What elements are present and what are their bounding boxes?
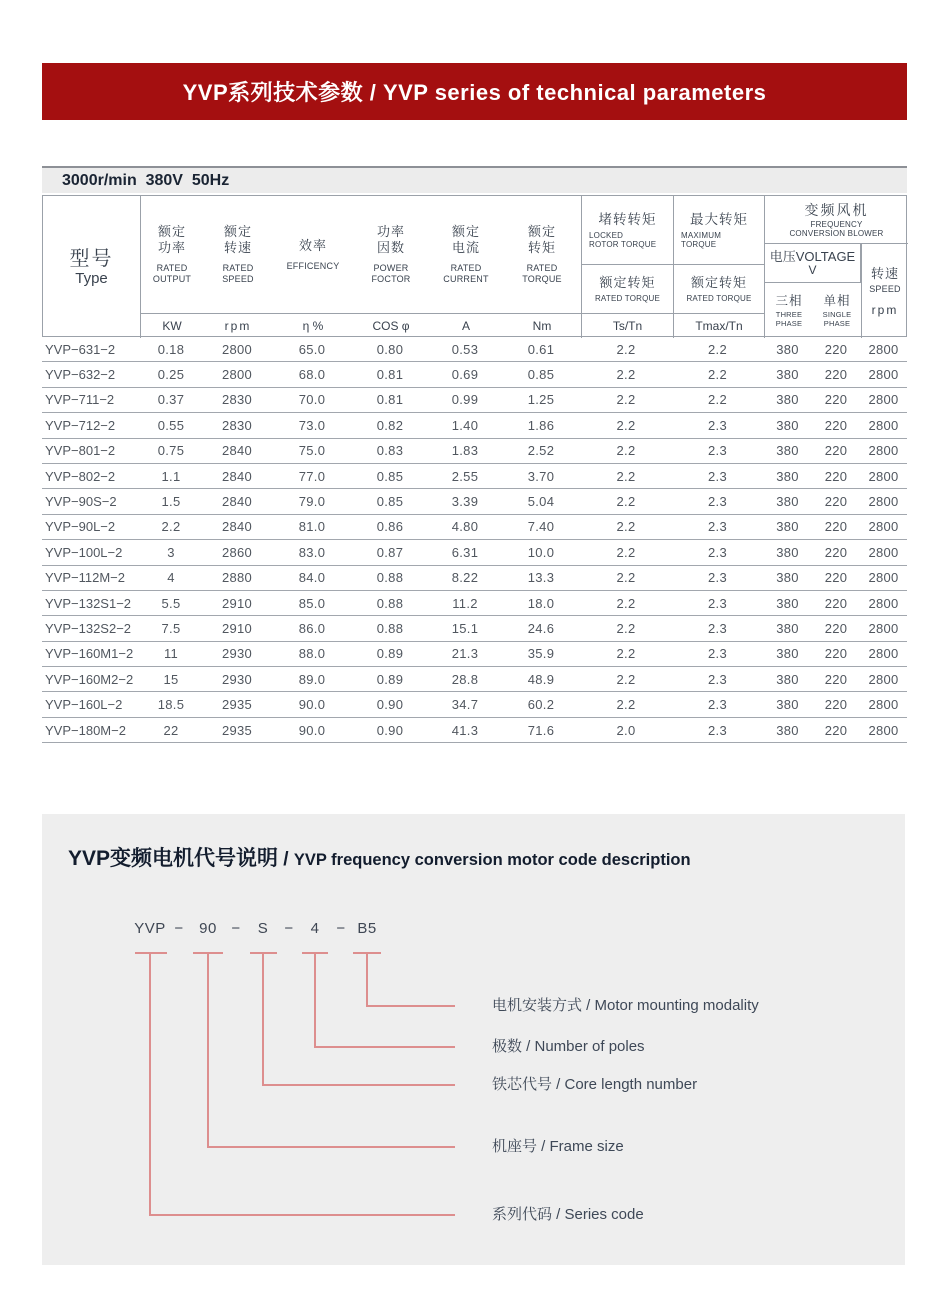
spec-condition-text: 3000r/min 380V 50Hz — [62, 171, 230, 189]
cell-value: 2.3 — [708, 595, 727, 611]
unit-kw: KW — [141, 313, 203, 338]
cell-value: 86.0 — [298, 620, 326, 636]
cell-value: 7.5 — [161, 620, 181, 636]
unit-efficiency: η % — [273, 313, 353, 338]
cell-value: 2860 — [221, 544, 253, 560]
code-connector-vertical — [207, 954, 209, 1148]
cell-value: 2.2 — [616, 417, 636, 433]
page-title-banner — [42, 63, 907, 120]
code-diagram — [42, 814, 905, 1265]
cell-value: 22 — [163, 722, 179, 738]
cell-value: 83.0 — [298, 544, 326, 560]
col-header-frequency-conversion-blower: 变频风机 FREQUENCY CONVERSION BLOWER — [764, 196, 908, 244]
cell-value: 11.2 — [452, 595, 478, 611]
cell-value: 2.0 — [616, 722, 636, 738]
col-header-type: 型号 Type — [43, 196, 141, 338]
cell-value: 2800 — [868, 519, 899, 535]
cell-value: 2840 — [221, 494, 253, 510]
cell-value: 2880 — [221, 570, 253, 586]
cell-value: 85.0 — [298, 595, 326, 611]
cell-value: 0.69 — [451, 367, 479, 383]
col-header-single-phase: 单相 SINGLE PHASE — [822, 294, 852, 328]
cell-value: 2.2 — [616, 544, 636, 560]
cell-value: 220 — [824, 494, 848, 510]
unit-ampere: A — [429, 313, 503, 338]
table-row — [42, 616, 907, 641]
cell-value: 380 — [776, 697, 799, 713]
cell-value: 0.81 — [376, 367, 404, 383]
col-header-efficiency: 效率 EFFICENCY — [286, 237, 340, 271]
code-part: YVP — [134, 920, 166, 937]
cell-value: 2.2 — [161, 519, 181, 535]
col-subheader-rated-torque-ratio-2: 额定转矩 RATED TORQUE — [673, 264, 764, 313]
cell-value: 2.3 — [708, 494, 727, 510]
cell-value: 4.80 — [451, 519, 479, 535]
code-connector-horizontal — [150, 1214, 455, 1216]
table-row — [42, 388, 907, 413]
cell-value: 0.53 — [451, 341, 479, 357]
cell-value: 0.87 — [376, 544, 404, 560]
cell-value: 2800 — [868, 417, 899, 433]
cell-value: 2840 — [221, 468, 253, 484]
cell-value: 220 — [824, 417, 848, 433]
cell-value: 1.5 — [161, 494, 181, 510]
cell-value: 2.2 — [616, 494, 636, 510]
cell-value: 220 — [824, 570, 848, 586]
code-connector-vertical — [149, 954, 151, 1216]
unit-cos-phi: COS φ — [353, 313, 429, 338]
table-row — [42, 413, 907, 438]
cell-motor-type: YVP−631−2 — [45, 341, 116, 357]
cell-value: 2800 — [868, 443, 899, 459]
cell-value: 1.1 — [161, 468, 181, 484]
cell-value: 0.18 — [157, 341, 185, 357]
cell-motor-type: YVP−100L−2 — [45, 544, 123, 560]
cell-value: 2840 — [221, 443, 253, 459]
code-connector-horizontal — [315, 1046, 455, 1048]
cell-value: 0.88 — [376, 570, 404, 586]
cell-value: 0.89 — [376, 671, 404, 687]
code-label: 机座号 / Frame size — [492, 1138, 624, 1155]
col-header-voltage: 电压VOLTAGE V — [764, 244, 861, 283]
cell-motor-type: YVP−90L−2 — [45, 519, 116, 535]
unit-rpm: rpm — [203, 313, 273, 338]
cell-value: 380 — [776, 468, 799, 484]
cell-value: 2800 — [868, 620, 899, 636]
cell-value: 380 — [776, 367, 799, 383]
cell-value: 6.31 — [451, 544, 479, 560]
cell-value: 2800 — [868, 544, 899, 560]
cell-value: 0.83 — [376, 443, 404, 459]
cell-value: 0.89 — [376, 646, 404, 662]
cell-value: 2.3 — [708, 443, 727, 459]
cell-value: 2800 — [868, 367, 899, 383]
cell-value: 18.0 — [527, 595, 555, 611]
cell-value: 2830 — [221, 417, 253, 433]
code-label: 系列代码 / Series code — [492, 1206, 644, 1223]
cell-value: 77.0 — [298, 468, 326, 484]
cell-value: 13.3 — [527, 570, 555, 586]
cell-value: 2.2 — [616, 671, 636, 687]
cell-motor-type: YVP−711−2 — [45, 392, 115, 408]
code-label: 铁芯代号 / Core length number — [492, 1076, 698, 1093]
cell-value: 4 — [167, 570, 175, 586]
cell-value: 60.2 — [527, 697, 555, 713]
table-row — [42, 337, 907, 362]
cell-value: 380 — [776, 494, 799, 510]
code-label: 极数 / Number of poles — [492, 1038, 645, 1055]
cell-value: 90.0 — [298, 722, 326, 738]
cell-value: 380 — [776, 595, 799, 611]
cell-motor-type: YVP−90S−2 — [45, 494, 117, 510]
cell-value: 2.2 — [616, 341, 636, 357]
cell-value: 380 — [776, 544, 799, 560]
table-row — [42, 566, 907, 591]
table-row — [42, 667, 907, 692]
cell-value: 380 — [776, 392, 799, 408]
cell-value: 2800 — [868, 595, 899, 611]
cell-value: 380 — [776, 570, 799, 586]
code-part: 90 — [199, 920, 217, 937]
cell-value: 71.6 — [527, 722, 555, 738]
cell-value: 0.80 — [376, 341, 404, 357]
table-row — [42, 362, 907, 387]
cell-motor-type: YVP−180M−2 — [45, 722, 126, 738]
col-header-locked-rotor-torque: 堵转转矩 LOCKED ROTOR TORQUE — [581, 196, 673, 264]
unit-ts-tn: Ts/Tn — [581, 313, 673, 338]
cell-value: 24.6 — [527, 620, 555, 636]
col-header-rated-speed: 额定 转速 RATED SPEED — [222, 224, 254, 284]
cell-value: 2.3 — [708, 671, 727, 687]
cell-value: 2.3 — [708, 697, 727, 713]
cell-value: 1.83 — [451, 443, 479, 459]
cell-motor-type: YVP−801−2 — [45, 443, 116, 459]
unit-tmax-tn: Tmax/Tn — [673, 313, 764, 338]
cell-value: 220 — [824, 671, 848, 687]
code-connector-horizontal — [208, 1146, 455, 1148]
table-row — [42, 540, 907, 565]
cell-value: 220 — [824, 595, 848, 611]
cell-value: 21.3 — [451, 646, 479, 662]
cell-value: 2935 — [221, 697, 253, 713]
table-row — [42, 515, 907, 540]
cell-value: 0.61 — [527, 341, 555, 357]
cell-value: 2.2 — [708, 367, 727, 383]
table-row — [42, 489, 907, 514]
cell-value: 65.0 — [298, 341, 326, 357]
code-dash: − — [284, 920, 294, 937]
cell-value: 11 — [163, 646, 179, 662]
cell-value: 0.88 — [376, 595, 404, 611]
cell-value: 380 — [776, 341, 799, 357]
cell-value: 380 — [776, 620, 799, 636]
code-description-panel — [42, 814, 905, 1265]
cell-value: 2.2 — [708, 392, 727, 408]
cell-value: 380 — [776, 722, 799, 738]
code-connector-horizontal — [263, 1084, 455, 1086]
cell-value: 68.0 — [298, 367, 326, 383]
cell-value: 2.2 — [616, 570, 636, 586]
unit-nm: Nm — [503, 313, 581, 338]
cell-value: 2800 — [868, 468, 899, 484]
cell-value: 2800 — [868, 341, 899, 357]
cell-value: 2800 — [868, 392, 899, 408]
code-connector-vertical — [366, 954, 368, 1007]
cell-value: 8.22 — [451, 570, 479, 586]
code-connector-vertical — [314, 954, 316, 1048]
cell-value: 2800 — [868, 697, 899, 713]
cell-value: 1.86 — [527, 417, 555, 433]
cell-value: 84.0 — [298, 570, 326, 586]
cell-value: 2.52 — [527, 443, 555, 459]
cell-value: 2800 — [868, 646, 899, 662]
cell-value: 220 — [824, 620, 848, 636]
code-part: 4 — [310, 920, 320, 937]
cell-value: 34.7 — [451, 697, 479, 713]
cell-value: 380 — [776, 646, 799, 662]
cell-value: 75.0 — [298, 443, 326, 459]
cell-value: 0.81 — [376, 392, 404, 408]
cell-value: 2.2 — [616, 620, 636, 636]
cell-value: 2.55 — [451, 468, 479, 484]
cell-value: 10.0 — [527, 544, 555, 560]
spec-table-body — [42, 337, 907, 743]
cell-value: 2.3 — [708, 417, 727, 433]
cell-value: 0.85 — [376, 468, 404, 484]
code-label: 电机安装方式 / Motor mounting modality — [492, 997, 759, 1014]
code-section-title: YVP变频电机代号说明 / YVP frequency conversion motor code description — [68, 847, 691, 870]
cell-value: 2.2 — [616, 646, 636, 662]
col-subheader-rated-torque-ratio-1: 额定转矩 RATED TORQUE — [581, 264, 673, 313]
cell-value: 2.3 — [708, 544, 727, 560]
cell-motor-type: YVP−132S2−2 — [45, 620, 132, 636]
cell-value: 5.04 — [527, 494, 555, 510]
cell-value: 79.0 — [298, 494, 326, 510]
table-row — [42, 642, 907, 667]
cell-value: 48.9 — [527, 671, 555, 687]
cell-value: 2830 — [221, 392, 253, 408]
cell-value: 2.3 — [708, 468, 727, 484]
code-connector-vertical — [262, 954, 264, 1086]
col-header-blower-speed: 转速 SPEED rpm — [861, 244, 908, 338]
cell-value: 1.40 — [451, 417, 479, 433]
cell-value: 3.70 — [527, 468, 555, 484]
cell-value: 0.85 — [376, 494, 404, 510]
cell-value: 0.90 — [376, 697, 404, 713]
cell-motor-type: YVP−160L−2 — [45, 697, 123, 713]
cell-value: 15.1 — [451, 620, 479, 636]
cell-value: 2910 — [221, 620, 253, 636]
cell-value: 90.0 — [298, 697, 326, 713]
cell-value: 2.3 — [708, 519, 727, 535]
cell-value: 2935 — [221, 722, 253, 738]
cell-motor-type: YVP−160M1−2 — [45, 646, 134, 662]
cell-value: 0.90 — [376, 722, 404, 738]
cell-value: 18.5 — [157, 697, 185, 713]
cell-motor-type: YVP−160M2−2 — [45, 671, 134, 687]
col-header-three-phase: 三相 THREE PHASE — [764, 283, 813, 338]
col-header-rated-output: 额定 功率 RATED OUTPUT — [152, 224, 192, 284]
spec-condition-bar — [42, 166, 907, 193]
cell-value: 88.0 — [298, 646, 326, 662]
cell-value: 70.0 — [298, 392, 326, 408]
cell-value: 2930 — [221, 671, 253, 687]
cell-value: 73.0 — [298, 417, 326, 433]
cell-value: 380 — [776, 443, 799, 459]
code-part: B5 — [357, 920, 377, 937]
cell-value: 2.3 — [708, 722, 727, 738]
cell-value: 2800 — [868, 722, 899, 738]
cell-value: 3 — [167, 544, 175, 560]
cell-value: 0.75 — [157, 443, 185, 459]
cell-value: 41.3 — [451, 722, 479, 738]
cell-value: 220 — [824, 443, 848, 459]
cell-value: 89.0 — [298, 671, 326, 687]
cell-value: 2800 — [868, 494, 899, 510]
cell-value: 2800 — [221, 341, 253, 357]
cell-value: 0.85 — [527, 367, 555, 383]
cell-value: 7.40 — [527, 519, 555, 535]
cell-motor-type: YVP−132S1−2 — [45, 595, 132, 611]
cell-motor-type: YVP−712−2 — [45, 417, 116, 433]
cell-value: 2.3 — [708, 646, 727, 662]
cell-value: 2.2 — [616, 595, 636, 611]
code-part: S — [257, 920, 269, 937]
cell-value: 0.88 — [376, 620, 404, 636]
cell-value: 220 — [824, 697, 848, 713]
cell-value: 0.25 — [157, 367, 185, 383]
cell-value: 2800 — [868, 570, 899, 586]
cell-value: 2.2 — [616, 367, 636, 383]
cell-value: 0.86 — [376, 519, 404, 535]
code-connector-horizontal — [367, 1005, 455, 1007]
cell-value: 220 — [824, 646, 848, 662]
cell-value: 2910 — [221, 595, 253, 611]
cell-value: 2.2 — [616, 697, 636, 713]
code-dash: − — [231, 920, 241, 937]
cell-value: 220 — [824, 722, 848, 738]
cell-value: 380 — [776, 417, 799, 433]
code-dash: − — [174, 920, 184, 937]
cell-value: 380 — [776, 671, 799, 687]
cell-value: 2.2 — [616, 443, 636, 459]
table-row — [42, 692, 907, 717]
cell-value: 0.55 — [157, 417, 185, 433]
cell-value: 0.99 — [451, 392, 479, 408]
cell-value: 3.39 — [451, 494, 479, 510]
col-header-maximum-torque: 最大转矩 MAXIMUM TORQUE — [673, 196, 764, 264]
cell-value: 220 — [824, 341, 848, 357]
cell-motor-type: YVP−632−2 — [45, 367, 116, 383]
cell-value: 2.2 — [616, 468, 636, 484]
cell-value: 0.37 — [157, 392, 185, 408]
cell-value: 220 — [824, 392, 848, 408]
cell-value: 1.25 — [527, 392, 555, 408]
cell-value: 2.3 — [708, 620, 727, 636]
table-row — [42, 464, 907, 489]
cell-value: 28.8 — [451, 671, 479, 687]
cell-value: 15 — [163, 671, 179, 687]
cell-value: 2800 — [868, 671, 899, 687]
cell-value: 2800 — [221, 367, 253, 383]
cell-value: 2.2 — [708, 341, 727, 357]
col-header-power-factor: 功率 因数 POWER FOCTOR — [371, 224, 411, 284]
cell-value: 2840 — [221, 519, 253, 535]
code-dash: − — [336, 920, 346, 937]
cell-value: 2.2 — [616, 392, 636, 408]
cell-value: 220 — [824, 468, 848, 484]
cell-value: 0.82 — [376, 417, 404, 433]
table-row — [42, 718, 907, 743]
cell-value: 220 — [824, 544, 848, 560]
cell-value: 220 — [824, 519, 848, 535]
table-row — [42, 591, 907, 616]
cell-value: 2.3 — [708, 570, 727, 586]
col-header-rated-torque: 额定 转矩 RATED TORQUE — [522, 224, 562, 284]
spec-table-header — [42, 195, 907, 337]
col-header-rated-current: 额定 电流 RATED CURRENT — [443, 224, 489, 284]
cell-value: 2.2 — [616, 519, 636, 535]
table-row — [42, 439, 907, 464]
page-title: YVP系列技术参数 / YVP series of technical parameters — [182, 80, 767, 105]
cell-value: 35.9 — [527, 646, 555, 662]
cell-value: 5.5 — [161, 595, 181, 611]
code-underline — [135, 952, 167, 954]
cell-motor-type: YVP−112M−2 — [45, 570, 125, 586]
cell-motor-type: YVP−802−2 — [45, 468, 116, 484]
cell-value: 380 — [776, 519, 799, 535]
cell-value: 2930 — [221, 646, 253, 662]
cell-value: 81.0 — [298, 519, 326, 535]
cell-value: 220 — [824, 367, 848, 383]
